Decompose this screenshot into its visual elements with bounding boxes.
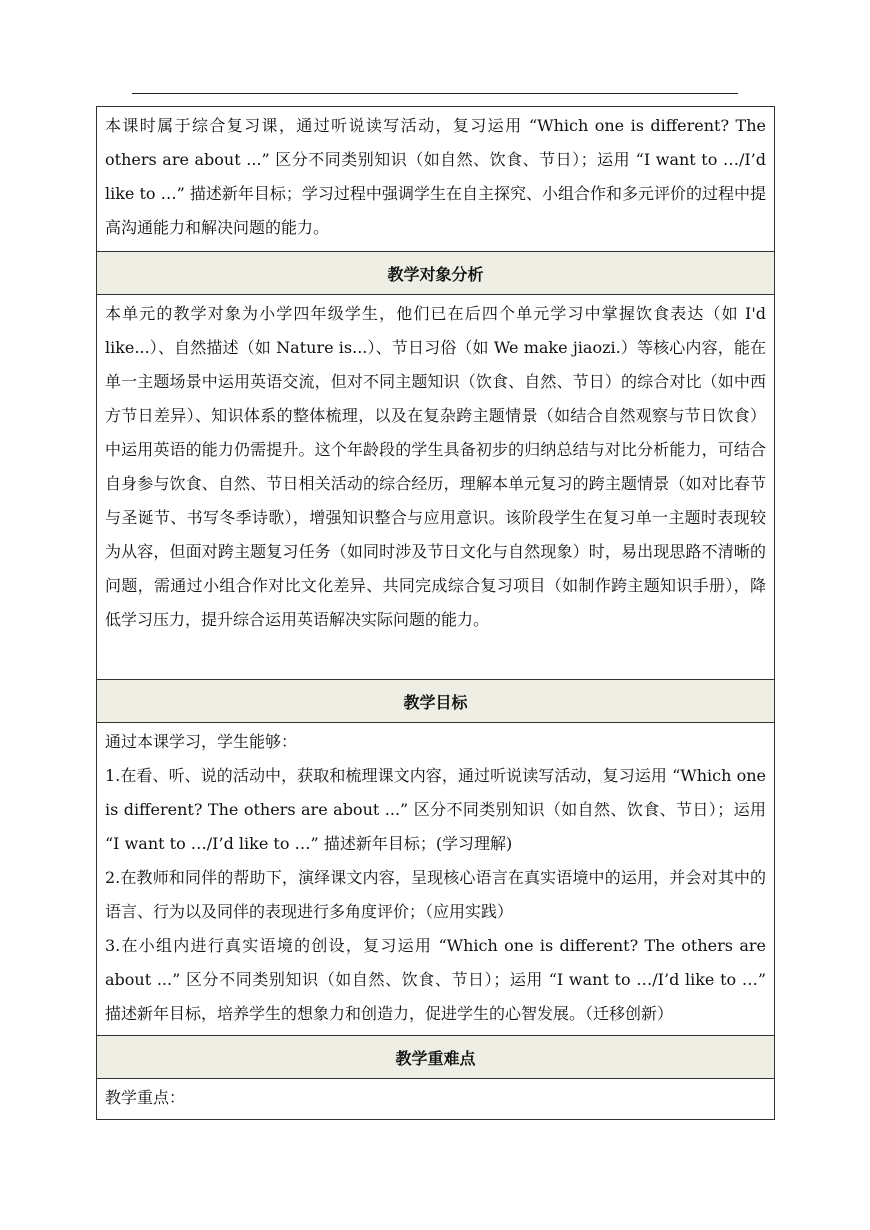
objectives-intro: 通过本课学习，学生能够： (105, 732, 298, 751)
section-heading-row (97, 680, 775, 723)
key-points-cell (97, 1079, 775, 1120)
lesson-overview-cell (97, 107, 775, 252)
section-heading-row (97, 252, 775, 295)
section-heading-objectives: 教学目标 (97, 680, 775, 723)
section-heading-row (97, 1036, 775, 1079)
key-points-row (97, 1079, 775, 1120)
lesson-plan-table (96, 106, 775, 1120)
student-analysis-cell (97, 295, 775, 680)
objective-item-3: 3.在小组内进行真实语境的创设，复习运用 “Which one is different? The others are about ...” 区分不同类别知识（如自然、饮食、节日）；运用 “I want to …/I’d like to …” 描述新年目标，培养学生的想象力和创造力，促进学生的心智发展。（迁移创新） (105, 936, 766, 1023)
objective-item-2: 2.在教师和同伴的帮助下，演绎课文内容，呈现核心语言在真实语境中的运用，并会对其中的语言、行为以及同伴的表现进行多角度评价；（应用实践） (105, 868, 766, 921)
objectives-cell (97, 723, 775, 1036)
objectives-row (97, 723, 775, 1036)
section-heading-key-points: 教学重难点 (97, 1036, 775, 1079)
key-points-label: 教学重点： (105, 1088, 186, 1107)
lesson-overview-row (97, 107, 775, 252)
lesson-overview-text: 本课时属于综合复习课，通过听说读写活动，复习运用 “Which one is different? The others are about ...” 区分不同类别知识（如自然、饮食、节日）；运用 “I want to …/I’d like to …” 描述新年目标；学习过程中强调学生在自主探究、小组合作和多元评价的过程中提高沟通能力和解决问题的能力。 (105, 116, 766, 237)
header-rule (132, 93, 738, 94)
student-analysis-row (97, 295, 775, 680)
objective-item-1: 1.在看、听、说的活动中，获取和梳理课文内容，通过听说读写活动，复习运用 “Which one is different? The others are about ...” 区分不同类别知识（如自然、饮食、节日）；运用 “I want to …/I’d like to …” 描述新年目标；(学习理解) (105, 766, 766, 853)
section-heading-students: 教学对象分析 (97, 252, 775, 295)
student-analysis-text: 本单元的教学对象为小学四年级学生，他们已在后四个单元学习中掌握饮食表达（如 I'd like...）、自然描述（如 Nature is...）、节日习俗（如 We make jiaozi.）等核心内容，能在单一主题场景中运用英语交流，但对不同主题知识（饮食、自然、节日）的综合对比（如中西方节日差异）、知识体系的整体梳理，以及在复杂跨主题情景（如结合自然观察与节日饮食）中运用英语的能力仍需提升。这个年龄段的学生具备初步的归纳总结与对比分析能力，可结合自身参与饮食、自然、节日相关活动的综合经历，理解本单元复习的跨主题情景（如对比春节与圣诞节、书写冬季诗歌），增强知识整合与应用意识。该阶段学生在复习单一主题时表现较为从容，但面对跨主题复习任务（如同时涉及节日文化与自然现象）时，易出现思路不清晰的问题，需通过小组合作对比文化差异、共同完成综合复习项目（如制作跨主题知识手册），降低学习压力，提升综合运用英语解决实际问题的能力。 (105, 304, 766, 629)
